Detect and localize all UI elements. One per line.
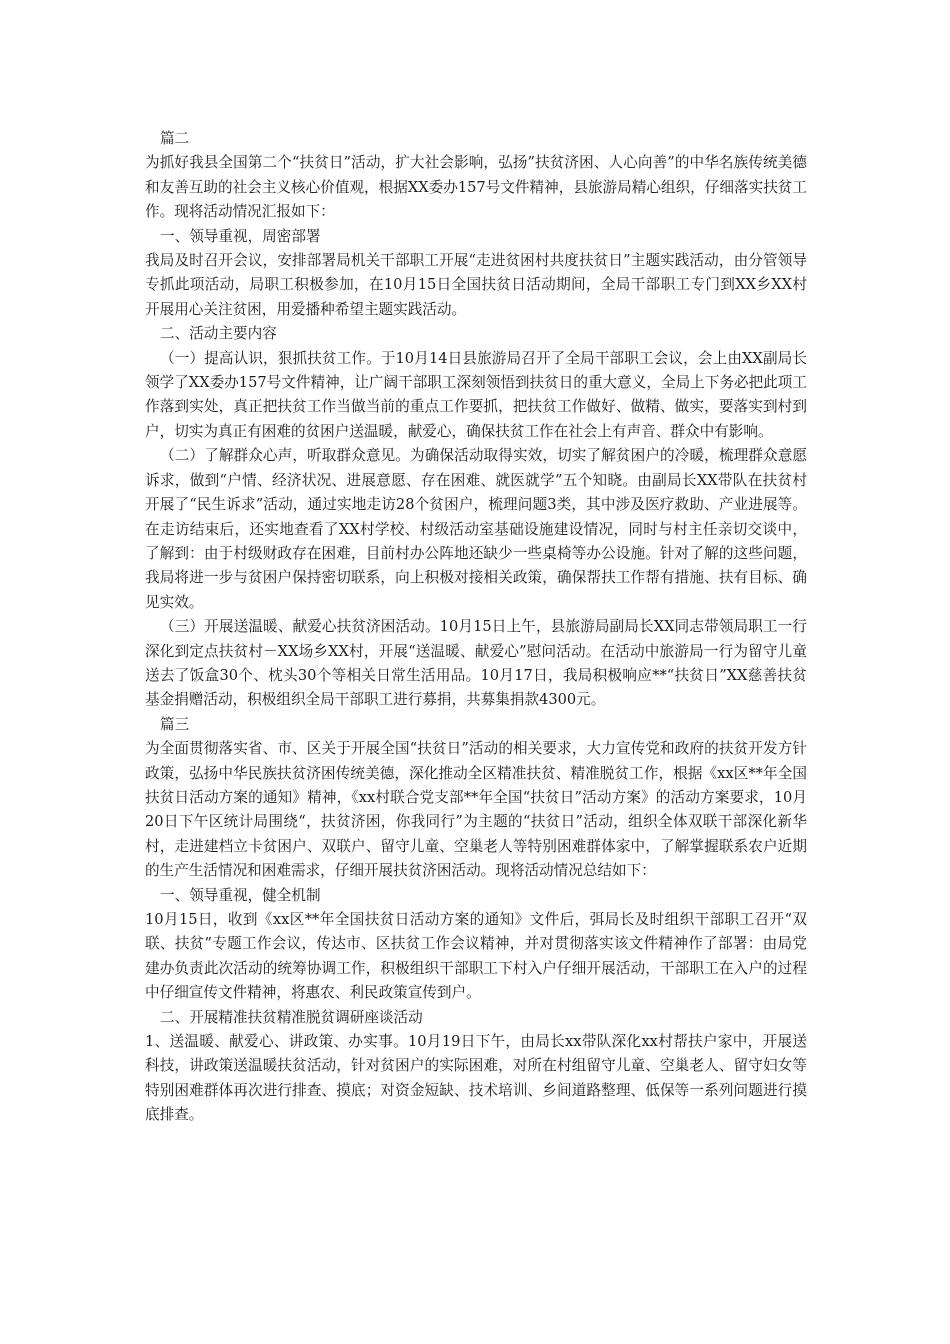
paragraph: 我局及时召开会议，安排部署局机关干部职工开展“走进贫困村共度扶贫日”主题实践活动，由分管领导专抓此项活动，局职工积极参加，在10月15日全国扶贫日活动期间，全局干部职工专门到XX乡XX村开展用心关注贫困，用爱播种希望主题实践活动。	[145, 252, 807, 318]
document-body	[145, 127, 807, 1128]
paragraph: 1、送温暖、献爱心、讲政策、办实事。10月19日下午，由局长xx带队深化xx村帮扶户家中，开展送科技，讲政策送温暖扶贫活动，针对贫困户的实际困难，对所在村组留守儿童、空巢老人、留守妇女等特别困难群体再次进行排查、摸底；对资金短缺、技术培训、乡间道路整理、低保等一系列问题进行摸底排查。	[145, 1033, 807, 1124]
subsection-title: 二、开展精准扶贫精准脱贫调研座谈活动	[160, 1008, 423, 1026]
paragraph: （二）了解群众心声，听取群众意见。为确保活动取得实效，切实了解贫困户的冷暖，梳理群众意愿诉求，做到“户情、经济状况、进展意愿、存在困难、就医就学”五个知晓。由副局长XX带队在扶贫村开展了“民生诉求”活动，通过实地走访28个贫困户，梳理问题3类，其中涉及医疗救助、产业进展等。在走访结束后，还实地查看了XX村学校、村级活动室基础设施建设情况，同时与村主任亲切交谈中，了解到：由于村级财政存在困难，目前村办公阵地还缺少一些桌椅等办公设施。针对了解的这些问题，我局将进一步与贫困户保持密切联系，向上积极对接相关政策，确保帮扶工作帮有措施、扶有目标、确见实效。	[145, 447, 807, 611]
paragraph: （三）开展送温暖、献爱心扶贫济困活动。10月15日上午，县旅游局副局长XX同志带领局职工一行深化到定点扶贫村－XX场乡XX村，开展“送温暖、献爱心”慰问活动。在活动中旅游局一行为留守儿童送去了饭盒30个、枕头30个等相关日常生活用品。10月17日，我局积极响应**“扶贫日”XX慈善扶贫基金捐赠活动，积极组织全局干部职工进行募捐，共募集捐款4300元。	[145, 618, 807, 709]
subsection-title: 二、活动主要内容	[160, 325, 277, 343]
section-title: 篇三	[160, 715, 190, 733]
paragraph: 10月15日，收到《xx区**年全国扶贫日活动方案的通知》文件后，弭局长及时组织干部职工召开“双联、扶贫”专题工作会议，传达市、区扶贫工作会议精神，并对贯彻落实该文件精神作了部署：由局党建办负责此次活动的统筹协调工作，积极组织干部职工下村入户仔细开展活动，干部职工在入户的过程中仔细宣传文件精神，将惠农、利民政策宣传到户。	[145, 911, 807, 1002]
subsection-title: 一、领导重视，周密部署	[160, 227, 321, 245]
subsection-title: 一、领导重视，健全机制	[160, 886, 321, 904]
section-title: 篇二	[160, 130, 190, 147]
paragraph: 为全面贯彻落实省、市、区关于开展全国“扶贫日”活动的相关要求，大力宣传党和政府的扶贫开发方针政策，弘扬中华民族扶贫济困传统美德，深化推动全区精准扶贫、精准脱贫工作，根据《xx区**年全国扶贫日活动方案的通知》精神，《xx村联合党支部**年全国“扶贫日”活动方案》的活动方案要求，10月20日下午区统计局围绕“，扶贫济困，你我同行”为主题的“扶贫日”活动，组织全体双联干部深化新华村，走进建档立卡贫困户、双联户、留守儿童、空巢老人等特别困难群体家中，了解掌握联系农户近期的生产生活情况和困难需求，仔细开展扶贫济困活动。现将活动情况总结如下：	[145, 740, 807, 880]
paragraph: 为抓好我县全国第二个“扶贫日”活动，扩大社会影响，弘扬”扶贫济困、人心向善”的中华名族传统美德和友善互助的社会主义核心价值观，根据XX委办157号文件精神，县旅游局精心组织，仔细落实扶贫工作。现将活动情况汇报如下：	[145, 154, 807, 221]
paragraph: （一）提高认识，狠抓扶贫工作。于10月14日县旅游局召开了全局干部职工会议，会上由XX副局长领学了XX委办157号文件精神，让广阔干部职工深刻领悟到扶贫日的重大意义，全局上下务必把此项工作落到实处，真正把扶贫工作当做当前的重点工作要抓，把扶贫工作做好、做精、做实，要落实到村到户，切实为真正有困难的贫困户送温暖，献爱心，确保扶贫工作在社会上有声音、群众中有影响。	[145, 349, 807, 440]
